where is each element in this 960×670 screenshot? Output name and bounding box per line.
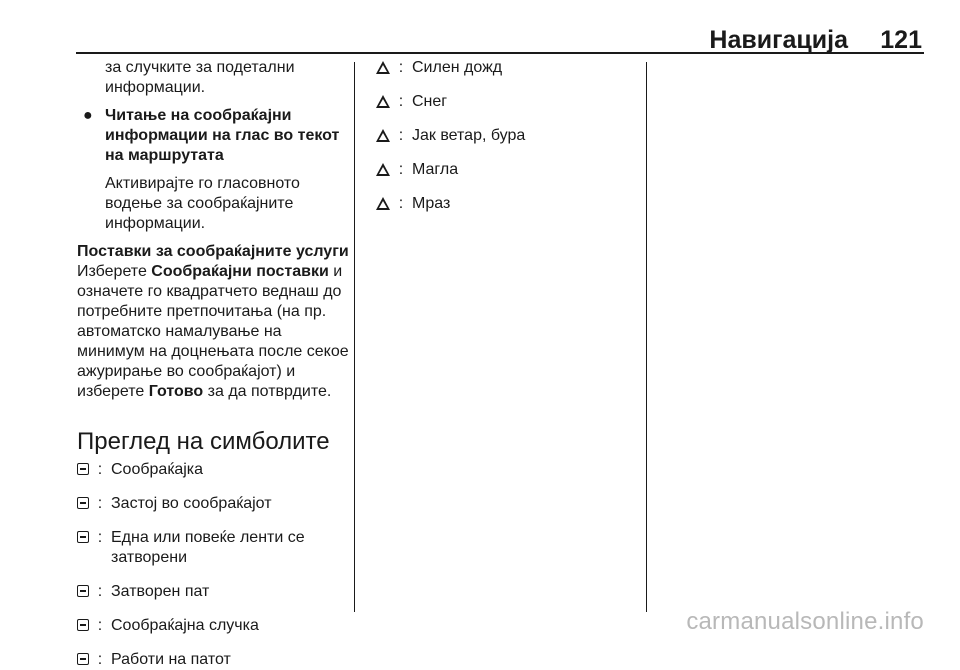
symbol-label: Јак ветар, бура xyxy=(412,127,526,144)
colon: : xyxy=(97,495,103,512)
symbol-label: Сообраќајна случка xyxy=(111,617,259,634)
snow-icon xyxy=(376,95,390,108)
symbol-row xyxy=(77,528,351,568)
colon: : xyxy=(97,529,103,546)
colon: : xyxy=(398,59,404,76)
colon: : xyxy=(398,161,404,178)
traffic-settings-label: Сообраќајни поставки xyxy=(151,263,329,280)
symbol-row xyxy=(376,160,636,180)
middle-column xyxy=(376,58,636,214)
colon: : xyxy=(97,583,103,600)
symbol-row xyxy=(77,650,351,670)
lanes-closed-icon xyxy=(77,531,89,543)
watermark: carmanualsonline.info xyxy=(686,608,924,635)
page-header xyxy=(0,0,960,52)
colon: : xyxy=(398,127,404,144)
colon: : xyxy=(97,461,103,478)
symbol-label: Работи на патот xyxy=(111,651,231,668)
heavy-rain-icon xyxy=(376,61,390,74)
paragraph-text-3: за да потврдите. xyxy=(203,383,332,400)
symbol-row xyxy=(77,582,351,602)
traffic-state-icon xyxy=(77,497,89,509)
colon: : xyxy=(97,617,103,634)
settings-paragraph xyxy=(77,262,351,402)
symbol-row xyxy=(376,126,636,146)
left-column xyxy=(77,58,351,670)
traffic-symbols-list xyxy=(77,460,351,670)
bullet-body: Активирајте го гласовното водење за сообраќајните информации. xyxy=(105,175,300,232)
symbol-label: Една или повеќе ленти се затворени xyxy=(111,529,305,566)
fog-icon xyxy=(376,163,390,176)
roadworks-icon xyxy=(77,653,89,665)
symbol-label: Снег xyxy=(412,93,448,110)
continued-text: за случките за подетални информации. xyxy=(105,59,295,96)
symbol-row xyxy=(376,92,636,112)
bullet-title: Читање на сообраќајни информации на глас во текот на маршрутата xyxy=(105,107,340,164)
section-heading: Поставки за сообраќајните услуги xyxy=(77,243,349,260)
symbol-label: Затворен пат xyxy=(111,583,210,600)
traffic-icon xyxy=(77,463,89,475)
page-number: 121 xyxy=(880,26,922,54)
colon: : xyxy=(97,651,103,668)
weather-symbols-list xyxy=(376,58,636,214)
header-rule xyxy=(76,52,924,54)
paragraph-text-1: Изберете xyxy=(77,263,152,280)
symbol-label: Сообраќајка xyxy=(111,461,204,478)
done-label: Готово xyxy=(148,383,204,400)
bullet-dot-icon: ● xyxy=(83,107,93,124)
symbol-row xyxy=(376,58,636,78)
symbol-row xyxy=(77,494,351,514)
road-closed-icon xyxy=(77,585,89,597)
symbol-row xyxy=(77,616,351,636)
colon: : xyxy=(398,93,404,110)
paragraph-text-2: и означете го квадратчето веднаш до потребните претпочитања (на пр. автоматско намалување на минимум на доцнењата после секое ажурирање во сообраќајот) и изберете xyxy=(77,263,349,400)
symbol-row xyxy=(376,194,636,214)
column-divider xyxy=(646,62,647,612)
column-divider xyxy=(354,62,355,612)
symbol-label: Мраз xyxy=(412,195,451,212)
bullet-item xyxy=(77,106,351,234)
page-title: Навигација xyxy=(709,26,848,54)
frost-icon xyxy=(376,197,390,210)
symbol-label: Застој во сообраќајот xyxy=(111,495,272,512)
symbols-heading: Преглед на симболите xyxy=(77,428,330,455)
storm-icon xyxy=(376,129,390,142)
colon: : xyxy=(398,195,404,212)
symbol-label: Магла xyxy=(412,161,459,178)
symbol-label: Силен дожд xyxy=(412,59,503,76)
symbol-row xyxy=(77,460,351,480)
accident-icon xyxy=(77,619,89,631)
